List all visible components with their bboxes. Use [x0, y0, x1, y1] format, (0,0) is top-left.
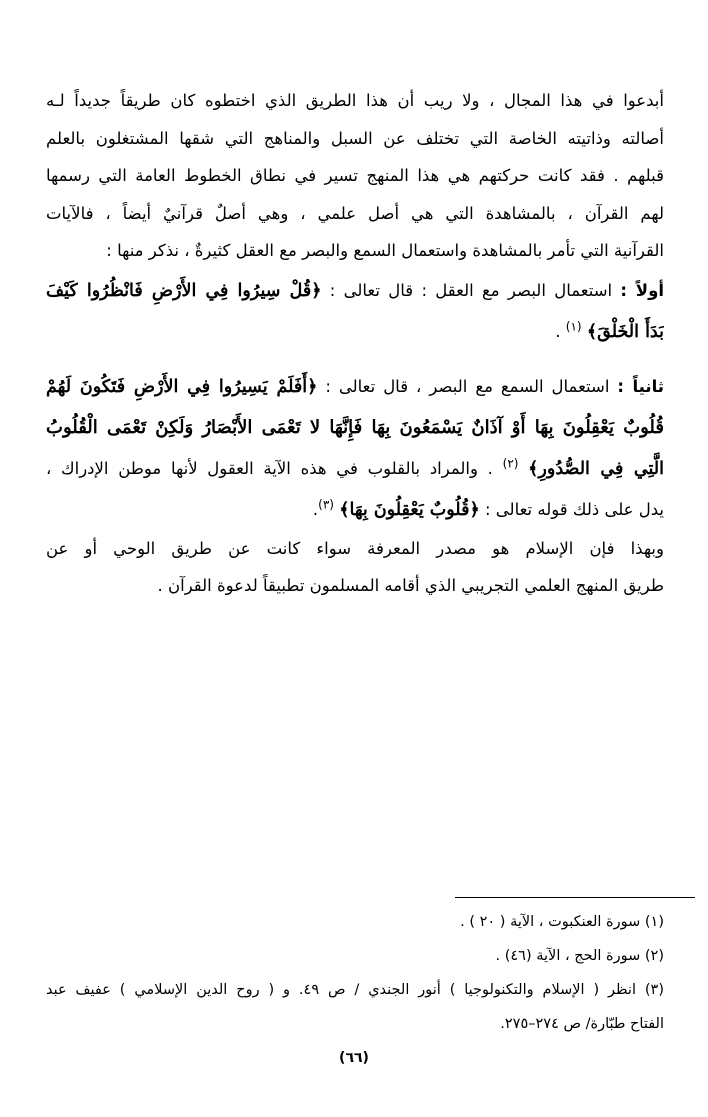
second-point-continuation: . والمراد بالقلوب في هذه الآية العقول لأنها موطن الإدراك ، — [46, 458, 493, 478]
first-point-end: . — [555, 321, 561, 341]
spacer — [46, 352, 664, 366]
paragraph-1-line-3: قبلهم . فقد كانت حركتهم هي هذا المنهج تسير في نطاق الخطوط العامة التي رسمها — [46, 166, 664, 185]
first-point-intro: استعمال البصر مع العقل : قال تعالى : — [329, 280, 613, 300]
second-point-intro: استعمال السمع مع البصر ، قال تعالى : — [325, 376, 610, 396]
second-point-line-4-intro: يدل على ذلك قوله تعالى : — [484, 499, 664, 519]
second-point-line-4 — [46, 489, 664, 530]
second-point-label: ثانياً : — [617, 376, 664, 396]
footnote-ref-2: (٢) — [502, 456, 519, 470]
paragraph-2-line-2: طريق المنهج العلمي التجريبي الذي أقامه المسلمون تطبيقاً لدعوة القرآن . — [157, 576, 664, 595]
quran-verse-2d: ﴿قُلُوبٌ يَعْقِلُونَ بِهَا﴾ — [339, 499, 480, 520]
quran-verse-2b: قُلُوبٌ يَعْقِلُونَ بِهَا أَوْ آذَانٌ يَسْمَعُونَ بِهَا فَإِنَّهَا لا تَعْمَى الأَبْصَارُ وَلَكِنْ تَعْمَى الْقُلُوبُ — [46, 416, 664, 438]
footnote-1: (١) سورة العنكبوت ، الآية ( ٢٠ ) . — [460, 914, 664, 930]
paragraph-1-line-4: لهم القرآن ، بالمشاهدة التي هي أصل علمي ، وهي أصلٌ قرآنيٌ أيضاً ، فالآيات — [46, 203, 664, 223]
footnote-3: (٣) انظر ( الإسلام والتكنولوجيا ) أنور الجندي / ص ٤٩. و ( روح الدين الإسلامي ) عفيف عبد — [46, 982, 664, 998]
second-point-end: . — [312, 499, 319, 519]
footnote-separator — [455, 897, 695, 898]
quran-verse-1a: ﴿قُلْ سِيرُوا فِي الأَرْضِ فَانْظُرُوا كَيْفَ — [46, 280, 322, 301]
paragraph-2-line-1: وبهذا فإن الإسلام هو مصدر المعرفة سواء كانت عن طريق الوحي أو عن — [46, 538, 664, 558]
footnote-ref-3: (٣) — [318, 497, 334, 511]
first-point-line-2 — [46, 311, 664, 352]
footnotes — [46, 905, 664, 1041]
quran-verse-1b: بَدَأَ الْخَلْقَ﴾ — [586, 321, 664, 342]
first-point-line-1 — [46, 270, 664, 311]
footnote-2: (٢) سورة الحج ، الآية (٤٦) . — [495, 948, 664, 964]
second-point-line-3 — [46, 448, 664, 489]
first-point-label: أولاً : — [620, 280, 664, 300]
paragraph-1-line-1: أبدعوا في هذا المجال ، ولا ريب أن هذا الطريق الذي اختطوه كان طريقاً جديداً لـه — [46, 91, 664, 110]
page-number: (٦٦) — [339, 1050, 369, 1066]
quran-verse-2a: ﴿أَفَلَمْ يَسِيرُوا فِي الأَرْضِ فَتَكُونَ لَهُمْ — [46, 376, 318, 397]
paragraph-1-line-2: أصالته وذاتيته الخاصة التي تختلف عن السبل والمناهج التي شقها المشتغلون بالعلم — [46, 128, 664, 148]
second-point-line-1 — [46, 366, 664, 407]
quran-verse-2c: الَّتِي فِي الصُّدُورِ﴾ — [528, 458, 664, 479]
footnote-ref-1: (١) — [565, 319, 582, 333]
main-text — [46, 82, 664, 605]
footnote-3-continuation: الفتاح طبّارة/ ص ٢٧٤–٢٧٥. — [500, 1016, 664, 1032]
paragraph-1-line-5: القرآنية التي تأمر بالمشاهدة واستعمال السمع والبصر مع العقل كثيرةٌ ، نذكر منها : — [106, 241, 664, 260]
